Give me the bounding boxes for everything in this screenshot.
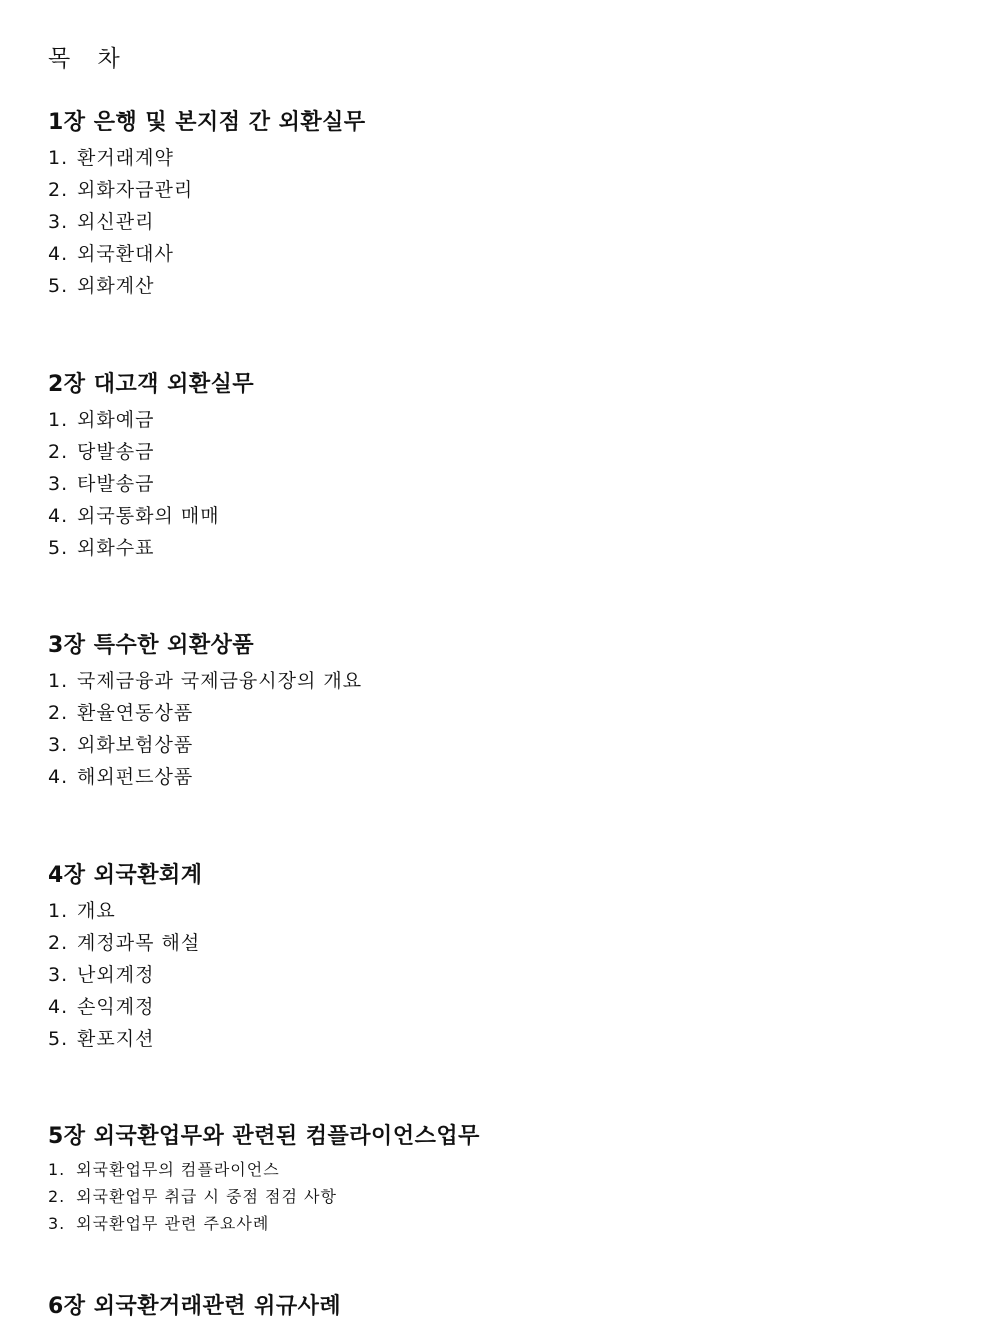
list-item — [48, 959, 948, 991]
chapter-6 — [48, 1292, 948, 1326]
chapter-item-list — [48, 1156, 948, 1237]
item-number: 1. — [48, 1160, 66, 1179]
item-number: 1. — [48, 900, 69, 922]
list-item — [48, 532, 948, 564]
list-item — [48, 927, 948, 959]
list-item — [48, 697, 948, 729]
item-label: 타발송금 — [77, 473, 155, 495]
chapter-heading: 1장 은행 및 본지점 간 외환실무 — [48, 110, 366, 135]
item-label: 손익계정 — [77, 996, 155, 1018]
list-item — [48, 142, 948, 174]
item-label: 당발송금 — [77, 441, 155, 463]
item-label: 외국환대사 — [77, 243, 174, 265]
chapter-item-list — [48, 404, 948, 564]
item-label: 외화예금 — [77, 409, 155, 431]
item-number: 5. — [48, 537, 69, 559]
list-item — [48, 500, 948, 532]
item-label: 계정과목 해설 — [77, 932, 201, 954]
item-label: 외화수표 — [77, 537, 155, 559]
list-item — [48, 665, 948, 697]
list-item — [48, 468, 948, 500]
list-item — [48, 729, 948, 761]
list-item — [48, 991, 948, 1023]
item-number: 1. — [48, 147, 69, 169]
chapter-heading: 6장 외국환거래관련 위규사례 — [48, 1294, 342, 1319]
chapter-heading: 2장 대고객 외환실무 — [48, 372, 255, 397]
chapter-item-list — [48, 665, 948, 793]
chapter-3 — [48, 631, 948, 793]
item-number: 1. — [48, 409, 69, 431]
item-number: 5. — [48, 275, 69, 297]
list-item — [48, 1156, 948, 1183]
page-title: 목 차 — [48, 46, 130, 72]
list-item — [48, 436, 948, 468]
item-number: 2. — [48, 702, 69, 724]
item-label: 외화계산 — [77, 275, 155, 297]
item-number: 3. — [48, 964, 69, 986]
chapter-heading: 4장 외국환회계 — [48, 863, 203, 888]
list-item — [48, 1023, 948, 1055]
item-label: 외국통화의 매매 — [77, 505, 220, 527]
chapter-2 — [48, 370, 948, 564]
item-label: 난외계정 — [77, 964, 155, 986]
item-number: 2. — [48, 441, 69, 463]
item-number: 3. — [48, 734, 69, 756]
item-number: 4. — [48, 505, 69, 527]
item-number: 4. — [48, 766, 69, 788]
item-number: 2. — [48, 1187, 66, 1206]
item-number: 3. — [48, 473, 69, 495]
chapter-1 — [48, 108, 948, 302]
chapter-item-list — [48, 142, 948, 302]
item-label: 외국환업무의 컴플라이언스 — [76, 1160, 280, 1179]
item-number: 2. — [48, 932, 69, 954]
list-item — [48, 270, 948, 302]
item-number: 1. — [48, 670, 69, 692]
chapter-heading: 5장 외국환업무와 관련된 컴플라이언스업무 — [48, 1124, 480, 1149]
item-number: 3. — [48, 211, 69, 233]
item-number: 3. — [48, 1214, 66, 1233]
list-item — [48, 895, 948, 927]
list-item — [48, 404, 948, 436]
item-number: 2. — [48, 179, 69, 201]
list-item — [48, 1183, 948, 1210]
chapter-5 — [48, 1122, 948, 1237]
item-label: 외국환업무 취급 시 중점 점검 사항 — [76, 1187, 337, 1206]
item-label: 환거래계약 — [77, 147, 174, 169]
item-number: 4. — [48, 996, 69, 1018]
chapter-item-list — [48, 895, 948, 1055]
chapter-4 — [48, 861, 948, 1055]
list-item — [48, 761, 948, 793]
item-label: 외화자금관리 — [77, 179, 194, 201]
list-item — [48, 238, 948, 270]
list-item — [48, 206, 948, 238]
item-number: 4. — [48, 243, 69, 265]
item-label: 환율연동상품 — [77, 702, 194, 724]
item-label: 외화보험상품 — [77, 734, 194, 756]
list-item — [48, 174, 948, 206]
chapter-heading: 3장 특수한 외환상품 — [48, 633, 255, 658]
item-number: 5. — [48, 1028, 69, 1050]
item-label: 해외펀드상품 — [77, 766, 194, 788]
item-label: 외국환업무 관련 주요사례 — [76, 1214, 270, 1233]
list-item — [48, 1210, 948, 1237]
item-label: 개요 — [77, 900, 116, 922]
item-label: 외신관리 — [77, 211, 155, 233]
item-label: 환포지션 — [77, 1028, 155, 1050]
item-label: 국제금융과 국제금융시장의 개요 — [77, 670, 363, 692]
